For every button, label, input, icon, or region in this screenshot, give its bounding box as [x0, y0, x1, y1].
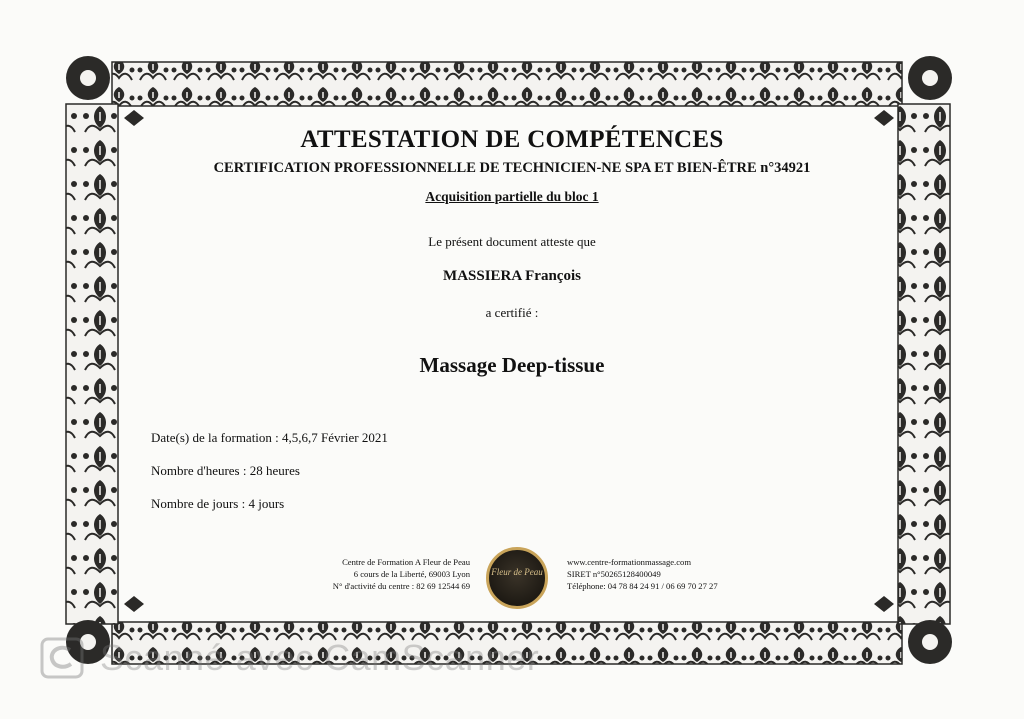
center-contact: [567, 556, 718, 592]
camscanner-icon: [40, 637, 84, 679]
bloc-label: Acquisition partielle du bloc 1: [425, 189, 599, 204]
certified-text: a certifié :: [485, 305, 539, 320]
center-address: [333, 556, 470, 592]
center-street: 6 cours de la Liberté, 69003 Lyon: [353, 569, 470, 579]
logo-text: Fleur de Peau: [491, 567, 543, 577]
center-name: Centre de Formation A Fleur de Peau: [342, 557, 470, 567]
certificate-title: ATTESTATION DE COMPÉTENCES: [300, 126, 724, 153]
course-title: Massage Deep-tissue: [419, 353, 605, 377]
center-activity-number: N° d'activité du centre : 82 69 12544 69: [332, 581, 470, 591]
center-logo: [486, 547, 548, 609]
training-dates: Date(s) de la formation : 4,5,6,7 Février 2021: [151, 430, 388, 445]
scanner-watermark: Scanné avec CamScanner: [100, 637, 540, 678]
intro-text: Le présent document atteste que: [428, 234, 596, 249]
certificate-subtitle: CERTIFICATION PROFESSIONNELLE DE TECHNICIEN-NE SPA ET BIEN-ÊTRE n°34921: [213, 160, 811, 176]
recipient-name: MASSIERA François: [443, 268, 581, 284]
training-days: Nombre de jours : 4 jours: [151, 496, 285, 511]
training-hours: Nombre d'heures : 28 heures: [151, 463, 300, 478]
center-siret: SIRET n°50265128400049: [567, 569, 661, 579]
center-website: www.centre-formationmassage.com: [567, 557, 692, 567]
center-phone: Téléphone: 04 78 84 24 91 / 06 69 70 27 27: [567, 581, 718, 591]
